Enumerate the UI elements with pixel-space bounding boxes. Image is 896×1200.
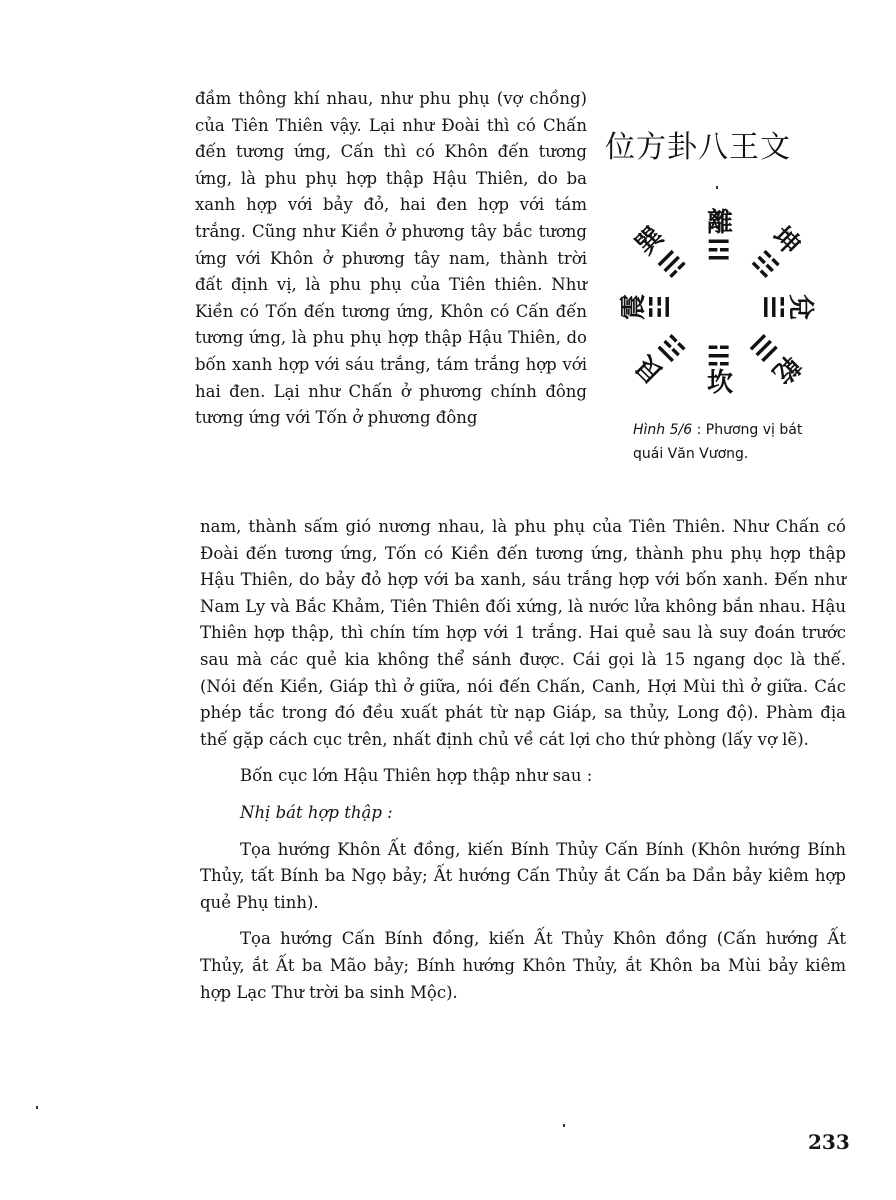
scan-speck: [36, 1106, 38, 1109]
figure-title: 位方卦八王文: [605, 130, 791, 165]
diagram-trigram-kham: ☵: [707, 342, 731, 372]
bagua-diagram: [615, 208, 815, 398]
diagram-trigram-doai: ☱: [757, 295, 788, 319]
diagram-glyph-kham: 坎: [707, 368, 734, 398]
diagram-trigram-kien: ☰: [743, 328, 782, 366]
diagram-glyph-doai: 兌: [785, 293, 816, 321]
scan-speck: [716, 186, 718, 189]
body-text-narrow: [195, 86, 587, 432]
paragraph: nam, thành sấm gió nương nhau, là phu phụ của Tiên Thiên. Như Chấn có Đoài đến tương ứng, Tốn có Kiền đến tương ứng, thành phu phụ hợp thập Hậu Thiên, do bảy đỏ hợp với ba xanh, sáu trắng hợp với bốn xanh. Đến như Nam Ly và Bắc Khảm, Tiên Thiên đối xứng, là nước lửa không bắn nhau. Hậu Thiên hợp thập, thì chín tím hợp với 1 trắng. Hai quẻ sau là suy đoán trước sau mà các quẻ kia không thể sánh được. Cái gọi là 15 ngang dọc là thế. (Nói đến Kiền, Giáp thì ở giữa, nói đến Chấn, Canh, Hợi Mùi thì ở giữa. Các phép tắc trong đó đều xuất phát từ nạp Giáp, sa thủy, Long độ). Phàm địa thế gặp cách cục trên, nhất định chủ về cát lợi cho thứ phòng (lấy vợ lẽ).: [200, 517, 846, 749]
figure-caption-text: : Phương vị bát quái Văn Vương.: [633, 422, 803, 462]
diagram-trigram-can: ☶: [653, 328, 692, 366]
diagram-trigram-chan: ☳: [645, 295, 676, 319]
diagram-glyph-khon: 坤: [766, 221, 806, 261]
paragraph: Tọa hướng Cấn Bính đồng, kiến Ất Thủy Khôn đồng (Cấn hướng Ất Thủy, ắt Ất ba Mão bảy; Bính hướng Khôn Thủy, ắt Khôn ba Mùi bảy kiêm hợp Lạc Thư trời ba sinh Mộc).: [200, 929, 846, 1002]
diagram-glyph-chan: 震: [619, 293, 650, 321]
diagram-glyph-can: 艮: [630, 349, 670, 389]
scan-speck: [563, 1124, 565, 1127]
paragraph-narrow: đầm thông khí nhau, như phu phụ (vợ chồng) của Tiên Thiên vậy. Lại như Đoài thì có Chấn đến tương ứng, Cấn thì có Khôn đến tương ứng, là phu phụ hợp thập Hậu Thiên, do ba xanh hợp với bảy đỏ, hai đen hợp với tám trắng. Cũng như Kiền ở phương tây bắc tương ứng với Khôn ở phương tây nam, thành trời đất định vị, là phu phụ của Tiên thiên. Như Kiền có Tốn đến tương ứng, Khôn có Cấn đến tương ứng, là phu phụ hợp thập Hậu Thiên, do bốn xanh hợp với sáu trắng, tám trắng hợp với hai đen. Lại như Chấn ở phương chính đông tương ứng với Tốn ở phương đông: [195, 89, 587, 428]
figure-caption: [633, 418, 823, 466]
page-number: 233: [808, 1130, 850, 1154]
diagram-glyph-ton: 巽: [630, 221, 670, 261]
diagram-trigram-li: ☲: [707, 236, 731, 266]
figure: [605, 128, 845, 462]
subheading: Nhị bát hợp thập :: [240, 802, 393, 822]
paragraph: Tọa hướng Khôn Ất đồng, kiến Bính Thủy Cấn Bính (Khôn hướng Bính Thủy, tất Bính ba Ngọ bảy; Ất hướng Cấn Thủy ắt Cấn ba Dần bảy kiêm hợp quẻ Phụ tinh).: [200, 839, 846, 912]
diagram-trigram-khon: ☷: [745, 246, 784, 284]
diagram-glyph-li: 離: [707, 208, 734, 238]
figure-caption-label: Hình 5/6: [633, 422, 693, 438]
diagram-trigram-ton: ☴: [653, 246, 692, 284]
body-text-wide: [200, 514, 846, 1016]
diagram-glyph-kien: 乾: [766, 349, 806, 389]
paragraph: Bốn cục lớn Hậu Thiên hợp thập như sau :: [240, 766, 593, 786]
